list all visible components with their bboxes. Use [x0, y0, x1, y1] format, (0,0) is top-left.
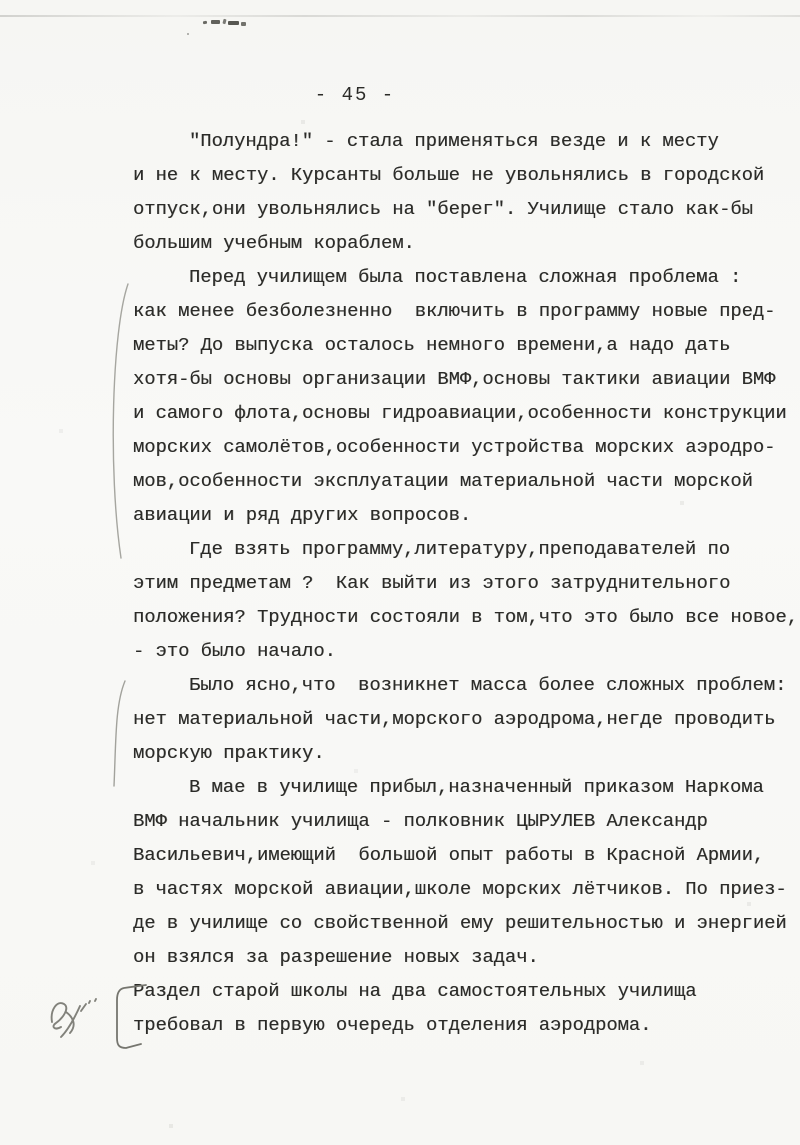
pencil-arc-paragraph-2 — [113, 284, 128, 558]
page-number: - 45 - — [314, 84, 396, 106]
ink-mark — [211, 20, 220, 24]
ink-mark — [222, 19, 226, 25]
handwritten-scribble — [52, 999, 96, 1037]
paragraph: В мае в училище прибыл,назначенный приказом Наркома ВМФ начальник училища - полковник ЦЫРУЛЕВ Александр Васильевич,имеющий большой опыт работы в Красной Армии, в частях морской авиации,школе морских лётчиков. По приез- де в училище со свойственной ему решительностью и энергией он взялся за разрешение новых задач. Раздел старой школы на два самостоятельных училища требовал в первую очередь отделения аэродрома. — [133, 776, 787, 1036]
ink-mark — [241, 22, 246, 26]
document-text — [133, 124, 800, 1042]
ink-mark — [187, 33, 189, 35]
pencil-arc-paragraph-4 — [114, 681, 125, 786]
paragraph: Перед училищем была поставлена сложная проблема : как менее безболезненно включить в программу новые пред- меты? До выпуска осталось немного времени,а надо дать хотя-бы основы организации ВМФ,основы тактики авиации ВМФ и самого флота,основы гидроавиации,особенности конструкции морских самолётов,особенности устройства морских аэродро- мов,особенности эксплуатации материальной части морской авиации и ряд других вопросов. — [133, 266, 787, 526]
ink-mark — [203, 21, 207, 25]
paper-speckles — [0, 0, 2, 2]
paragraph: Где взять программу,литературу,преподавателей по этим предметам ? Как выйти из этого затруднительного положения? Трудности состояли в том,что это было все новое, - это было начало. — [133, 538, 798, 662]
paragraph: Было ясно,что возникнет масса более сложных проблем: нет материальной части,морского аэродрома,негде проводить морскую практику. — [133, 674, 787, 764]
scan-artifact-line — [0, 15, 800, 17]
paragraph: "Полундра!" - стала применяться везде и к месту и не к месту. Курсанты больше не увольнялись в городской отпуск,они увольнялись на "берег". Училище стало как-бы большим учебным кораблем. — [133, 130, 765, 254]
ink-mark — [228, 21, 239, 25]
